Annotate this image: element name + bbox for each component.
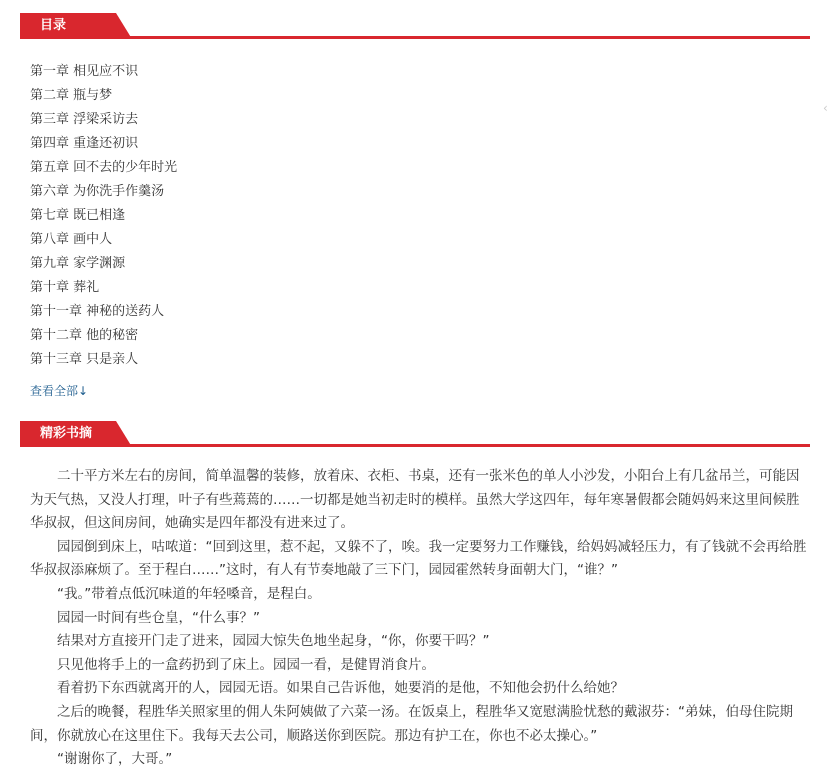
toc-header-rule [20,36,810,39]
chapter-link-8[interactable]: 第八章 画中人 [30,232,113,247]
chapter-link-5[interactable]: 第五章 回不去的少年时光 [30,160,178,175]
excerpt-paragraph: 结果对方直接开门走了进来，园园大惊失色地坐起身，“你，你要干吗？” [57,633,490,650]
chapter-link-9[interactable]: 第九章 家学渊源 [30,256,126,271]
excerpt-paragraph: “我。”带着点低沉味道的年轻嗓音，是程白。 [57,585,321,602]
chapter-link-12[interactable]: 第十二章 他的秘密 [30,328,139,343]
excerpt-paragraph: 二十平方米左右的房间，简单温馨的装修，放着床、衣柜、书桌，还有一张米色的单人小沙发，小阳台上有几盆吊兰，可能因为天气热，又没人打理，叶子有些蔫蔫的……一切都是她当初走时的模样。虽然大学这四年，每年寒暑假都会随妈妈来这里间候胜华叔叔，但这间房间，她确实是四年都没有进来过了。 [30,468,800,532]
excerpt-paragraph: 之后的晚餐，程胜华关照家里的佣人朱阿姨做了六菜一汤。在饭桌上，程胜华又宽慰满脸忧愁的戴淑芬：“弟妹，伯母住院期间，你就放心在这里住下。我每天去公司，顺路送你到医院。那边有护工在，你也不必太操心。” [30,703,793,744]
chapter-link-10[interactable]: 第十章 葬礼 [30,280,100,295]
chapter-link-7[interactable]: 第七章 既已相逢 [30,208,126,223]
chapter-link-1[interactable]: 第一章 相见应不识 [30,64,139,79]
excerpt-paragraph: 园园一时间有些仓皇，“什么事？” [57,609,260,626]
excerpt-paragraph: 只见他将手上的一盒药扔到了床上。园园一看，是健胃消食片。 [57,656,435,673]
chapter-link-2[interactable]: 第二章 瓶与梦 [30,88,113,103]
excerpt-header-rule [20,444,810,447]
chapter-list [30,60,177,372]
chapter-link-3[interactable]: 第三章 浮梁采访去 [30,112,139,127]
chapter-link-6[interactable]: 第六章 为你洗手作羹汤 [30,184,165,199]
chapter-link-13[interactable]: 第十三章 只是亲人 [30,352,139,367]
view-all-link[interactable]: 查看全部↓ [30,384,89,398]
excerpt-heading: 精彩书摘 [40,426,93,441]
toc-heading: 目录 [40,18,67,33]
chapter-link-4[interactable]: 第四章 重逢还初识 [30,136,139,151]
excerpt-paragraph: 园园倒到床上，咕哝道：“回到这里，惹不起，又躲不了，唉。我一定要努力工作赚钱，给妈妈减轻压力，有了钱就不会再给胜华叔叔添麻烦了。至于程白……”这时，有人有节奏地敲了三下门，园园霍然转身面朝大门，“谁？” [30,538,807,579]
excerpt-section-header [20,421,810,447]
excerpt-body [30,465,808,772]
chevron-left-icon[interactable]: ‹ [823,101,828,115]
excerpt-paragraph: “谢谢你了，大哥。” [57,751,173,768]
excerpt-paragraph: 看着扔下东西就离开的人，园园无语。如果自己告诉他，她要消的是他，不知他会扔什么给她？ [57,680,624,697]
toc-section-header [20,13,810,39]
chapter-link-11[interactable]: 第十一章 神秘的送药人 [30,304,165,319]
